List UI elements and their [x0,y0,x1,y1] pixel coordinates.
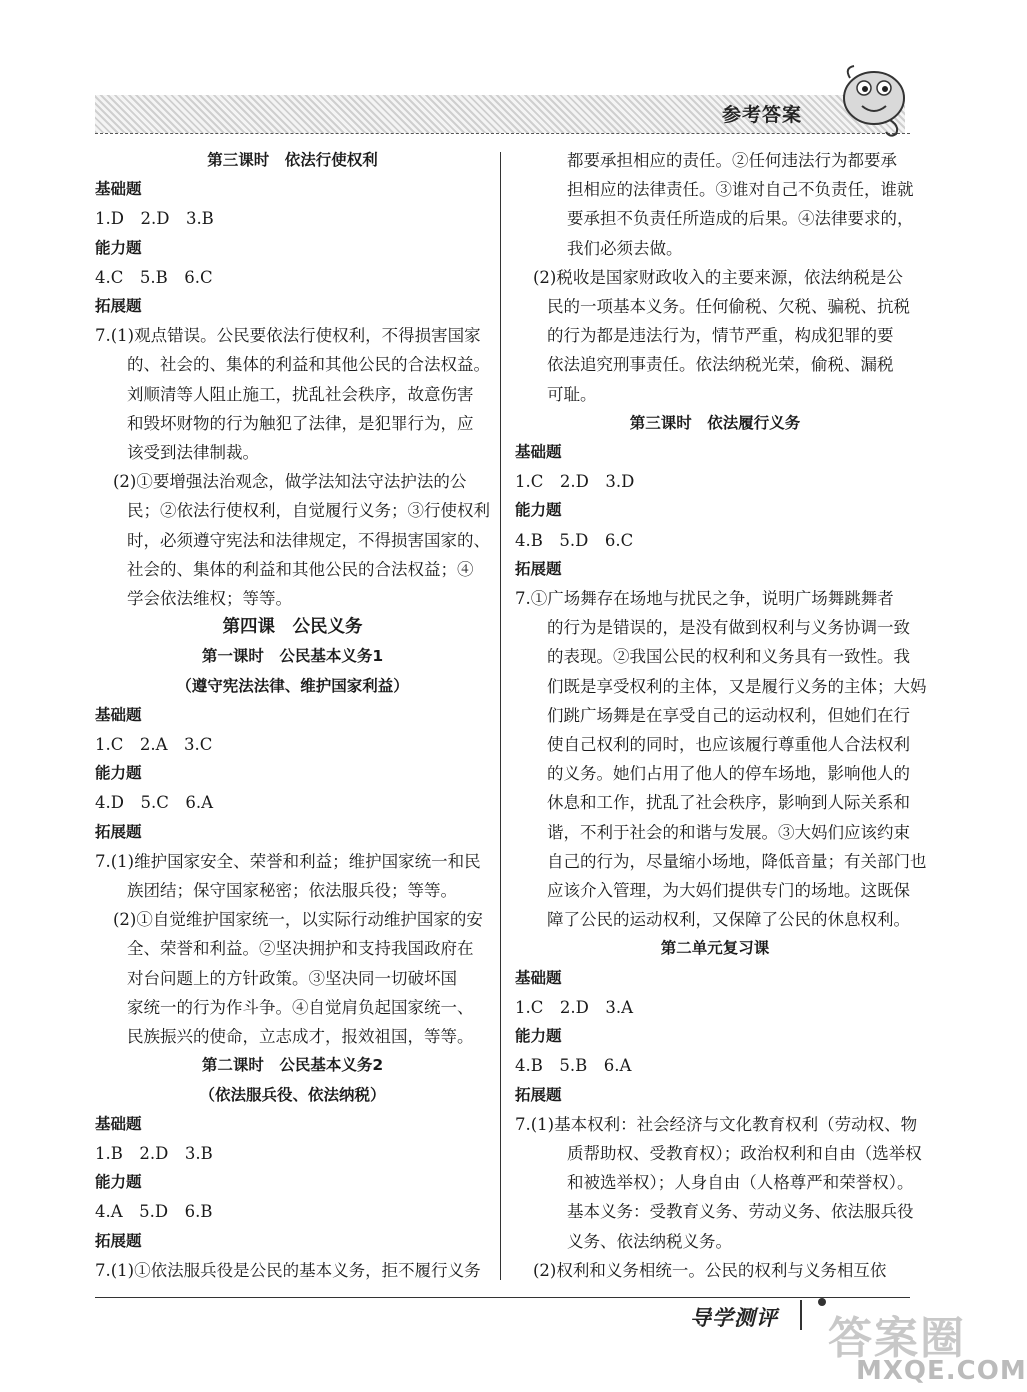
answer-line: 使自己权利的同时，也应该履行尊重他人合法权利 [547,735,910,755]
question-category: 能力题 [95,238,142,257]
answer-line: (2)①自觉维护国家统一，以实际行动维护国家的安 [113,910,483,930]
section-title: 第一课时 公民基本义务1 [201,647,384,666]
answer-line: 民族振兴的使命，立志成才，报效祖国，等等。 [127,1027,474,1047]
section-title: （依法服兵役、依法纳税） [199,1085,386,1104]
answer-line: 对台问题上的方针政策。③坚决同一切破坏国 [127,968,457,988]
answer-line: 我们必须去做。 [567,238,683,258]
answer-line: 都要承担相应的责任。②任何违法行为都要承 [567,151,897,170]
right-column [515,146,927,1285]
answer-line: 1.B 2.D 3.B [95,1143,213,1163]
answer-line: 和被选举权）；人身自由（人格尊严和荣誉权）。 [567,1173,914,1193]
question-category: 能力题 [95,1173,142,1192]
answer-line: (2)①要增强法治观念，做学法知法守法护法的公 [113,472,467,492]
section-title: （遵守宪法法律、维护国家利益） [176,676,409,695]
question-category: 拓展题 [95,1231,142,1250]
answer-line: 4.C 5.B 6.C [95,267,213,287]
answer-line: 1.D 2.D 3.B [95,209,214,229]
answer-line: 和毁坏财物的行为触犯了法律，是犯罪行为，应 [127,413,474,433]
question-category: 拓展题 [95,822,142,841]
question-category: 能力题 [95,764,142,783]
answer-line: 应该介入管理，为大妈们提供专门的场地。这既保 [547,881,910,901]
answer-line: 休息和工作，扰乱了社会秩序，影响到人际关系和 [547,793,910,813]
answer-line: 7.(1)维护国家安全、荣誉和利益；维护国家统一和民 [95,851,481,871]
answer-line: 质帮助权、受教育权）；政治权利和自由（选举权 [567,1143,922,1163]
answer-line: 1.C 2.D 3.D [515,472,635,492]
section-title: 第三课时 依法履行义务 [629,413,801,432]
question-category: 基础题 [515,968,562,987]
answer-line: 该受到法律制裁。 [127,443,259,463]
header-rule [95,133,910,134]
answer-line: 学会依法维权；等等。 [127,589,292,609]
answer-line: 要承担不负责任所造成的后果。④法律要求的， [567,209,914,229]
footer-divider [800,1300,802,1330]
left-column [95,146,490,1285]
answer-line: 的、社会的、集体的利益和其他公民的合法权益。 [127,355,490,375]
answer-line: 的行为都是违法行为，情节严重，构成犯罪的要 [547,326,894,346]
section-title: 第二课时 公民基本义务2 [201,1056,384,1075]
answer-line: 民的一项基本义务。任何偷税、欠税、骗税、抗税 [547,297,910,317]
column-divider [500,152,501,1280]
answer-line: 自己的行为，尽量缩小场地，降低音量；有关部门也 [547,851,927,871]
answer-line: 刘顺清等人阻止施工，扰乱社会秩序，故意伤害 [127,384,474,404]
question-category: 基础题 [515,443,562,462]
footer-brand: 导学测评 [690,1306,778,1330]
footer-rule [95,1297,910,1298]
answer-line: 家统一的行为作斗争。④自觉肩负起国家统一、 [127,997,474,1017]
answer-line: 义务、依法纳税义务。 [567,1231,732,1251]
answer-line: 7.(1)①依法服兵役是公民的基本义务，拒不履行义务 [95,1260,481,1280]
answer-line: 族团结；保守国家秘密；依法服兵役；等等。 [127,881,457,901]
answer-line: 7.①广场舞存在场地与扰民之争，说明广场舞跳舞者 [515,589,894,609]
answer-line: 们跳广场舞是在享受自己的运动权利，但她们在行 [547,705,910,725]
answer-line: 依法追究刑事责任。依法纳税光荣，偷税、漏税 [547,355,894,375]
answer-line: 4.A 5.D 6.B [95,1202,213,1222]
answer-line: 4.B 5.D 6.C [515,530,634,550]
answer-line: 可耻。 [547,384,597,404]
answer-line: 4.B 5.B 6.A [515,1056,632,1076]
answer-line: 7.(1)基本权利：社会经济与文化教育权利（劳动权、物 [515,1114,918,1134]
answer-line: 障了公民的运动权利，又保障了公民的休息权利。 [547,910,910,930]
answer-line: 担相应的法律责任。③谁对自己不负责任，谁就 [567,180,914,200]
mascot-icon [828,58,918,138]
question-category: 拓展题 [515,559,562,578]
answer-line: 的表现。②我国公民的权利和义务具有一致性。我 [547,647,910,667]
header-title: 参考答案 [722,104,803,126]
answer-line: 民；②依法行使权利，自觉履行义务；③行使权利 [127,501,490,521]
question-category: 基础题 [95,180,142,199]
answer-line: 1.C 2.A 3.C [95,735,213,755]
watermark-logo: 答案圈 [828,1313,966,1364]
question-category: 拓展题 [515,1085,562,1104]
answer-line: 4.D 5.C 6.A [95,793,213,813]
answer-line: 谐，不利于社会的和谐与发展。③大妈们应该约束 [547,822,910,842]
answer-line: 基本义务：受教育义务、劳动义务、依法服兵役 [567,1202,914,1222]
lesson-title: 第四课 公民义务 [222,617,363,638]
answer-line: 7.(1)观点错误。公民要依法行使权利，不得损害国家 [95,326,481,346]
answer-line: (2)权利和义务相统一。公民的权利与义务相互依 [533,1260,887,1280]
answer-line: 1.C 2.D 3.A [515,997,633,1017]
answer-line: 的义务。她们占用了他人的停车场地，影响他人的 [547,764,910,784]
answer-line: 的行为是错误的，是没有做到权利与义务协调一致 [547,618,910,638]
page-marker-icon [818,1298,826,1306]
question-category: 能力题 [515,501,562,520]
answer-line: 社会的、集体的利益和其他公民的合法权益；④ [127,559,474,579]
section-title: 第三课时 依法行使权利 [207,151,378,169]
question-category: 拓展题 [95,297,142,316]
answer-line: (2)税收是国家财政收入的主要来源，依法纳税是公 [533,267,903,287]
answer-line: 们既是享受权利的主体，又是履行义务的主体；大妈 [547,676,927,696]
watermark-url: MXQE.COM [856,1356,1027,1386]
question-category: 基础题 [95,1114,142,1133]
answer-line: 全、荣誉和利益。②坚决拥护和支持我国政府在 [127,939,474,959]
question-category: 基础题 [95,705,142,724]
section-title: 第二单元复习课 [660,939,770,958]
question-category: 能力题 [515,1027,562,1046]
answer-line: 时，必须遵守宪法和法律规定，不得损害国家的、 [127,530,490,550]
